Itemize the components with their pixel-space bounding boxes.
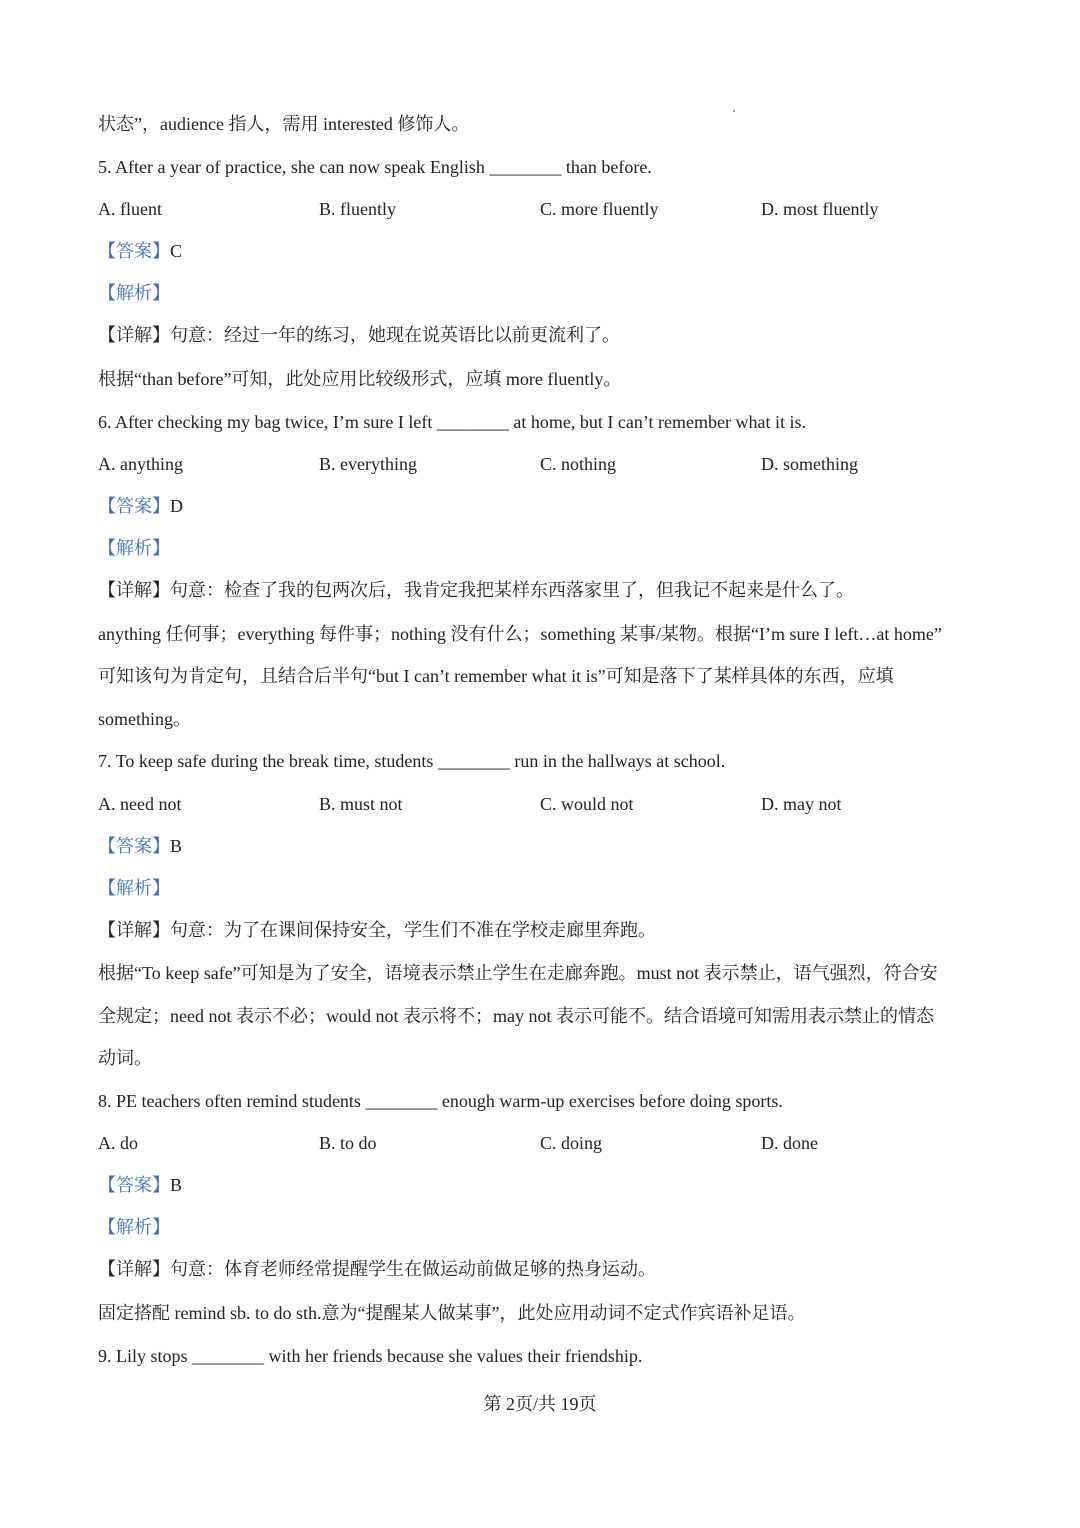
question-8: 8. PE teachers often remind students ________ enough warm-up exercises before doing sports. — [98, 1091, 783, 1111]
option-c: C. doing — [540, 1133, 603, 1153]
answer-line — [98, 494, 183, 518]
option-b: B. to do — [319, 1133, 377, 1153]
detail-text: 句意：体育老师经常提醒学生在做运动前做足够的热身运动。 — [170, 1259, 656, 1279]
question-6: 6. After checking my bag twice, I’m sure I left ________ at home, but I can’t remember what it is. — [98, 412, 806, 432]
explain-line: something。 — [98, 709, 191, 729]
detail-tag: 【详解】 — [98, 580, 170, 600]
answer-value: B — [170, 836, 183, 856]
explain-line: 动词。 — [98, 1048, 152, 1068]
detail-tag: 【详解】 — [98, 920, 170, 940]
detail-text: 句意：经过一年的练习，她现在说英语比以前更流利了。 — [170, 325, 620, 345]
option-a: A. need not — [98, 794, 182, 814]
detail-tag: 【详解】 — [98, 1259, 170, 1279]
answer-tag: 【答案】 — [98, 836, 170, 856]
answer-value: D — [170, 496, 183, 516]
explain-line: 可知该句为肯定句，且结合后半句“but I can’t remember what it is”可知是落下了某样具体的东西，应填 — [98, 666, 894, 686]
option-d: D. most fluently — [761, 199, 879, 219]
analysis-tag: 【解析】 — [98, 878, 170, 898]
answer-line — [98, 239, 182, 263]
analysis-tag: 【解析】 — [98, 1217, 170, 1237]
answer-value: C — [170, 241, 183, 261]
option-d: D. something — [761, 454, 858, 474]
option-c: C. more fluently — [540, 199, 659, 219]
detail-line — [98, 1257, 656, 1281]
detail-line — [98, 918, 656, 942]
detail-line — [98, 578, 854, 602]
question-9: 9. Lily stops ________ with her friends because she values their friendship. — [98, 1346, 643, 1366]
answer-tag: 【答案】 — [98, 1175, 170, 1195]
analysis-tag: 【解析】 — [98, 538, 170, 558]
answer-tag: 【答案】 — [98, 496, 170, 516]
text-line: 状态”，audience 指人，需用 interested 修饰人。 — [98, 114, 470, 134]
option-a: A. fluent — [98, 199, 162, 219]
detail-line — [98, 323, 620, 347]
detail-tag: 【详解】 — [98, 325, 170, 345]
explain-line: anything 任何事；everything 每件事；nothing 没有什么；something 某事/某物。根据“I’m sure I left…at home” — [98, 624, 942, 644]
option-a: A. anything — [98, 454, 183, 474]
answer-value: B — [170, 1175, 183, 1195]
option-d: D. may not — [761, 794, 842, 814]
explain-line: 根据“than before”可知，此处应用比较级形式，应填 more fluently。 — [98, 369, 622, 389]
option-b: B. must not — [319, 794, 403, 814]
question-5: 5. After a year of practice, she can now speak English ________ than before. — [98, 157, 652, 177]
page-footer: 第 2页/共 19页 — [483, 1394, 597, 1414]
explain-line: 全规定；need not 表示不必；would not 表示将不；may not 表示可能不。结合语境可知需用表示禁止的情态 — [98, 1006, 934, 1026]
analysis-tag: 【解析】 — [98, 283, 170, 303]
answer-line — [98, 834, 182, 858]
option-c: C. would not — [540, 794, 634, 814]
explain-line: 固定搭配 remind sb. to do sth.意为“提醒某人做某事”，此处应用动词不定式作宾语补足语。 — [98, 1303, 806, 1323]
option-d: D. done — [761, 1133, 818, 1153]
detail-text: 句意：为了在课间保持安全，学生们不准在学校走廊里奔跑。 — [170, 920, 656, 940]
answer-tag: 【答案】 — [98, 241, 170, 261]
option-b: B. fluently — [319, 199, 396, 219]
question-7: 7. To keep safe during the break time, students ________ run in the hallways at school. — [98, 751, 726, 771]
option-a: A. do — [98, 1133, 138, 1153]
detail-text: 句意：检查了我的包两次后，我肯定我把某样东西落家里了，但我记不起来是什么了。 — [170, 580, 854, 600]
option-c: C. nothing — [540, 454, 617, 474]
explain-line: 根据“To keep safe”可知是为了安全，语境表示禁止学生在走廊奔跑。must not 表示禁止，语气强烈，符合安 — [98, 963, 938, 983]
speck — [733, 110, 735, 112]
option-b: B. everything — [319, 454, 417, 474]
answer-line — [98, 1173, 182, 1197]
